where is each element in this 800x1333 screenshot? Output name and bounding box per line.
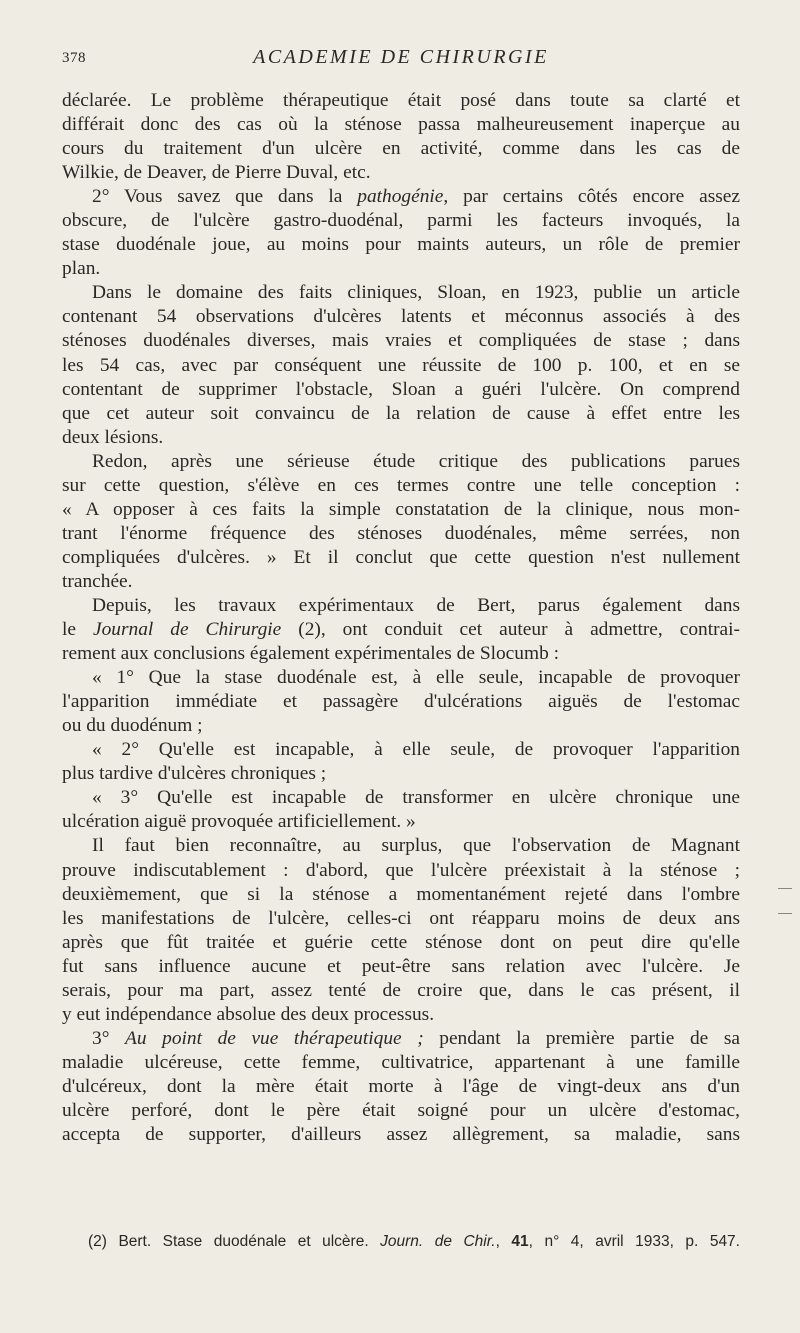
text-line: ulcère perforé, dont le père était soigné pour un ulcère d'estomac, bbox=[62, 1099, 740, 1121]
text-line: plan. bbox=[62, 258, 101, 280]
text-line: obscure, de l'ulcère gastro-duodénal, parmi les facteurs invoqués, la bbox=[62, 210, 740, 232]
text-line: Il faut bien reconnaître, au surplus, que l'observation de Magnant bbox=[92, 835, 740, 857]
footnote-volume: 41 bbox=[511, 1233, 529, 1250]
text-line: ulcération aiguë provoquée artificiellement. » bbox=[62, 811, 416, 833]
text-line: accepta de supporter, d'ailleurs assez allègrement, sa maladie, sans bbox=[62, 1124, 740, 1146]
page-number: 378 bbox=[62, 50, 86, 66]
text-segment: , par certains côtés encore assez bbox=[443, 186, 740, 208]
text-line: Wilkie, de Deaver, de Pierre Duval, etc. bbox=[62, 162, 371, 184]
margin-mark bbox=[778, 913, 792, 914]
text-line: contentant de supprimer l'obstacle, Sloan a guéri l'ulcère. On comprend bbox=[62, 378, 740, 400]
text-line: cours du traitement d'un ulcère en activité, comme dans les cas de bbox=[62, 138, 740, 160]
text-segment: 2° Vous savez que dans la bbox=[92, 186, 358, 208]
text-line: deuxièmement, que si la sténose a momentanément rejeté dans l'ombre bbox=[62, 883, 740, 905]
body-text bbox=[62, 89, 740, 1199]
text-line: serais, pour ma part, assez tenté de croire que, dans le cas présent, il bbox=[62, 979, 740, 1001]
text-line: rement aux conclusions également expérimentales de Slocumb : bbox=[62, 643, 559, 665]
text-line: les manifestations de l'ulcère, celles-ci ont réapparu moins de deux ans bbox=[62, 907, 740, 929]
text-line: que cet auteur soit convaincu de la relation de cause à effet entre les bbox=[62, 402, 740, 424]
footnote-journal: Journ. de Chir. bbox=[380, 1233, 496, 1250]
text-segment: le bbox=[62, 619, 93, 641]
footnote bbox=[88, 1233, 740, 1251]
emphasis-term: Au point de vue thérapeutique ; bbox=[125, 1027, 424, 1049]
text-segment: pendant la première partie de sa bbox=[423, 1027, 740, 1049]
text-line: tranchée. bbox=[62, 570, 133, 592]
text-line: prouve indiscutablement : d'abord, que l'ulcère préexistait à la sténose ; bbox=[62, 859, 740, 881]
text-line: y eut indépendance absolue des deux processus. bbox=[62, 1003, 435, 1025]
emphasis-term: pathogénie bbox=[357, 186, 444, 208]
text-line: Depuis, les travaux expérimentaux de Bert, parus également dans bbox=[92, 594, 740, 616]
page-header bbox=[62, 46, 740, 74]
margin-mark bbox=[778, 888, 792, 889]
text-line: compliquées d'ulcères. » Et il conclut que cette question n'est nullement bbox=[62, 546, 740, 568]
text-line: après que fût traitée et guérie cette sténose dont on peut dire qu'elle bbox=[62, 931, 740, 953]
text-line: deux lésions. bbox=[62, 426, 164, 448]
footnote-rest: , n° 4, avril 1933, p. 547. bbox=[528, 1233, 740, 1250]
running-title: ACADEMIE DE CHIRURGIE bbox=[253, 46, 549, 68]
text-segment: 3° bbox=[92, 1027, 126, 1049]
text-line: ou du duodénum ; bbox=[62, 715, 203, 737]
text-line: trant l'énorme fréquence des sténoses duodénales, même serrées, non bbox=[62, 522, 740, 544]
text-line: « 3° Qu'elle est incapable de transformer en ulcère chronique une bbox=[92, 787, 740, 809]
text-line: « A opposer à ces faits la simple constatation de la clinique, nous mon- bbox=[62, 498, 740, 520]
text-line: Dans le domaine des faits cliniques, Sloan, en 1923, publie un article bbox=[92, 282, 740, 304]
text-line: Redon, après une sérieuse étude critique des publications parues bbox=[92, 450, 740, 472]
footnote-text: (2) Bert. Stase duodénale et ulcère. bbox=[88, 1233, 381, 1250]
text-line: différait donc des cas où la sténose passa malheureusement inaperçue au bbox=[62, 114, 740, 136]
text-line: déclarée. Le problème thérapeutique était posé dans toute sa clarté et bbox=[62, 90, 740, 111]
text-line: maladie ulcéreuse, cette femme, cultivatrice, appartenant à une famille bbox=[62, 1051, 740, 1073]
text-line: sténoses duodénales diverses, mais vraies et compliquées de stase ; dans bbox=[62, 330, 740, 352]
text-line: « 2° Qu'elle est incapable, à elle seule, de provoquer l'apparition bbox=[92, 739, 740, 761]
text-line: les 54 cas, avec par conséquent une réussite de 100 p. 100, et en se bbox=[62, 354, 740, 376]
text-line bbox=[62, 185, 740, 209]
text-line: sur cette question, s'élève en ces termes contre une telle conception : bbox=[62, 474, 740, 496]
text-line bbox=[62, 618, 740, 642]
text-line: plus tardive d'ulcères chroniques ; bbox=[62, 763, 327, 785]
text-line: d'ulcéreux, dont la mère était morte à l'âge de vingt-deux ans d'un bbox=[62, 1075, 740, 1097]
text-line: stase duodénale joue, au moins pour maints auteurs, un rôle de premier bbox=[62, 234, 740, 256]
journal-title: Journal de Chirurgie bbox=[92, 619, 282, 641]
text-line: « 1° Que la stase duodénale est, à elle seule, incapable de provoquer bbox=[92, 667, 740, 689]
footnote-separator: , bbox=[495, 1233, 512, 1250]
text-line bbox=[62, 1027, 740, 1051]
text-line: l'apparition immédiate et passagère d'ulcérations aiguës de l'estomac bbox=[62, 691, 740, 713]
text-segment: (2), ont conduit cet auteur à admettre, contrai- bbox=[281, 619, 740, 641]
text-line: contenant 54 observations d'ulcères latents et méconnus associés à des bbox=[62, 306, 740, 328]
text-line: fut sans influence aucune et peut-être sans relation avec l'ulcère. Je bbox=[62, 955, 740, 977]
